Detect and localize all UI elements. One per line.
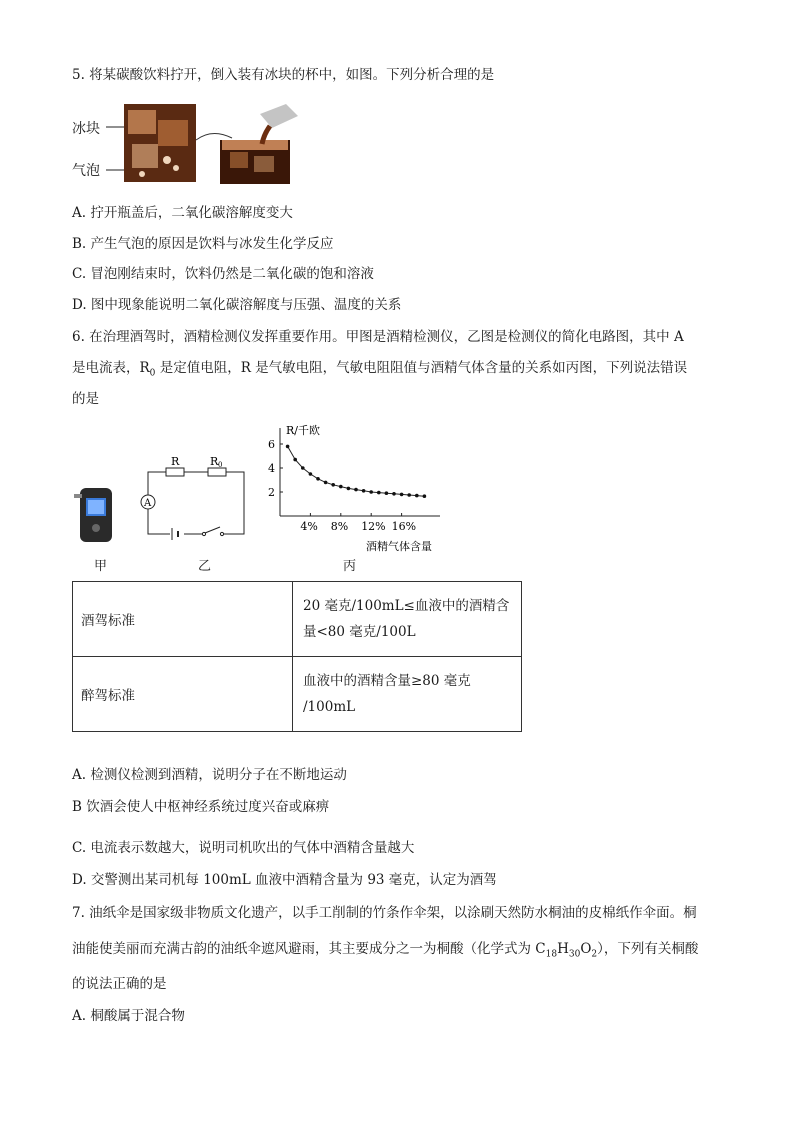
q6-stem-line1: 6. 在治理酒驾时，酒精检测仪发挥重要作用。甲图是酒精检测仪，乙图是检测仪的简化电路图，其中 A bbox=[72, 329, 684, 345]
ammeter-label: A bbox=[144, 498, 152, 509]
q7-line3: 的说法正确的是 bbox=[72, 976, 167, 992]
standard-value-drunk: 血液中的酒精含量≥80 毫克 /100mL bbox=[293, 657, 522, 732]
q6-option-c: C. 电流表示数越大，说明司机吹出的气体中酒精含量越大 bbox=[72, 840, 415, 856]
q7-line2: 油能使美丽而充满古韵的油纸伞遮风避雨，其主要成分之一为桐酸（化学式为 $C_{18}H_{30}O_2$），下列有关桐酸 bbox=[72, 941, 699, 960]
soda-illustration bbox=[72, 100, 332, 186]
resistor-r0-sub: 0 bbox=[218, 461, 223, 469]
chart-x-tick-label: 4% bbox=[300, 520, 318, 533]
ice-label: 冰块 bbox=[72, 121, 100, 137]
resistance-chart bbox=[256, 418, 446, 558]
chart-point bbox=[347, 487, 351, 491]
chart-point bbox=[354, 488, 358, 492]
chart-point bbox=[392, 492, 396, 496]
chart-point bbox=[301, 466, 305, 470]
table-row bbox=[73, 582, 522, 657]
chart-ylabel: R/千欧 bbox=[286, 424, 320, 437]
q6-option-b: B 饮酒会使人中枢神经系统过度兴奋或麻痹 bbox=[72, 799, 330, 815]
chart-y-tick-label: 6 bbox=[268, 438, 275, 451]
chart-point bbox=[286, 445, 290, 449]
standard-name-drink: 酒驾标准 bbox=[73, 582, 293, 657]
q5-figure bbox=[72, 100, 332, 186]
breathalyzer-device bbox=[72, 484, 120, 546]
chart-point bbox=[423, 494, 427, 498]
q6-stem-line2: 是电流表，$R_0$ 是定值电阻，R 是气敏电阻，气敏电阻阻值与酒精气体含量的关系如丙图，下列说法错误 bbox=[72, 360, 688, 379]
bubble-label: 气泡 bbox=[72, 163, 100, 179]
chart-point bbox=[316, 477, 320, 481]
chart-point bbox=[407, 493, 411, 497]
caption-jia: 甲 bbox=[94, 559, 108, 574]
q6-option-a: A. 检测仪检测到酒精，说明分子在不断地运动 bbox=[72, 767, 347, 783]
resistor-r-label: R bbox=[171, 455, 180, 468]
chart-point bbox=[400, 493, 404, 497]
chart-point bbox=[293, 458, 297, 462]
table-row bbox=[73, 657, 522, 732]
chart-x-tick-label: 16% bbox=[391, 520, 417, 533]
chart-point bbox=[415, 494, 419, 498]
q5-option-c: C. 冒泡刚结束时，饮料仍然是二氧化碳的饱和溶液 bbox=[72, 266, 374, 282]
drunk-driving-standard-table bbox=[72, 581, 522, 732]
q7-option-a: A. 桐酸属于混合物 bbox=[72, 1008, 185, 1024]
chart-x-tick-label: 8% bbox=[330, 520, 349, 533]
circuit-diagram bbox=[136, 452, 254, 540]
resistor-r0-label: R bbox=[210, 455, 219, 468]
chart-x-tick-label: 12% bbox=[361, 520, 386, 533]
q5-stem: 5. 将某碳酸饮料拧开，倒入装有冰块的杯中，如图。下列分析合理的是 bbox=[72, 67, 495, 83]
chart-point bbox=[362, 489, 366, 493]
q7-line1: 7. 油纸伞是国家级非物质文化遗产，以手工削制的竹条作伞架，以涂刷天然防水桐油的皮棉纸作伞面。桐 bbox=[72, 905, 697, 921]
caption-yi: 乙 bbox=[198, 559, 212, 574]
chart-y-tick-label: 4 bbox=[268, 462, 275, 475]
q5-option-d: D. 图中现象能说明二氧化碳溶解度与压强、温度的关系 bbox=[72, 297, 402, 313]
chart-point bbox=[339, 485, 343, 489]
q6-stem-line3: 的是 bbox=[72, 391, 99, 407]
q5-option-b: B. 产生气泡的原因是饮料与冰发生化学反应 bbox=[72, 236, 334, 252]
chart-point bbox=[324, 481, 328, 485]
chart-xlabel: 酒精气体含量 bbox=[366, 540, 432, 553]
caption-bing: 丙 bbox=[343, 559, 357, 574]
chart-point bbox=[331, 483, 335, 487]
q5-option-a: A. 拧开瓶盖后，二氧化碳溶解度变大 bbox=[72, 205, 293, 221]
q6-option-d: D. 交警测出某司机每 100mL 血液中酒精含量为 93 毫克，认定为酒驾 bbox=[72, 872, 497, 888]
chart-y-tick-label: 2 bbox=[268, 486, 275, 499]
standard-name-drunk: 醉驾标准 bbox=[73, 657, 293, 732]
chart-point bbox=[377, 491, 381, 495]
chart-point bbox=[369, 490, 373, 494]
standard-value-drink: 20 毫克/100mL≤血液中的酒精含 量<80 毫克/100L bbox=[293, 582, 522, 657]
chart-point bbox=[309, 472, 313, 476]
chart-point bbox=[385, 491, 389, 495]
